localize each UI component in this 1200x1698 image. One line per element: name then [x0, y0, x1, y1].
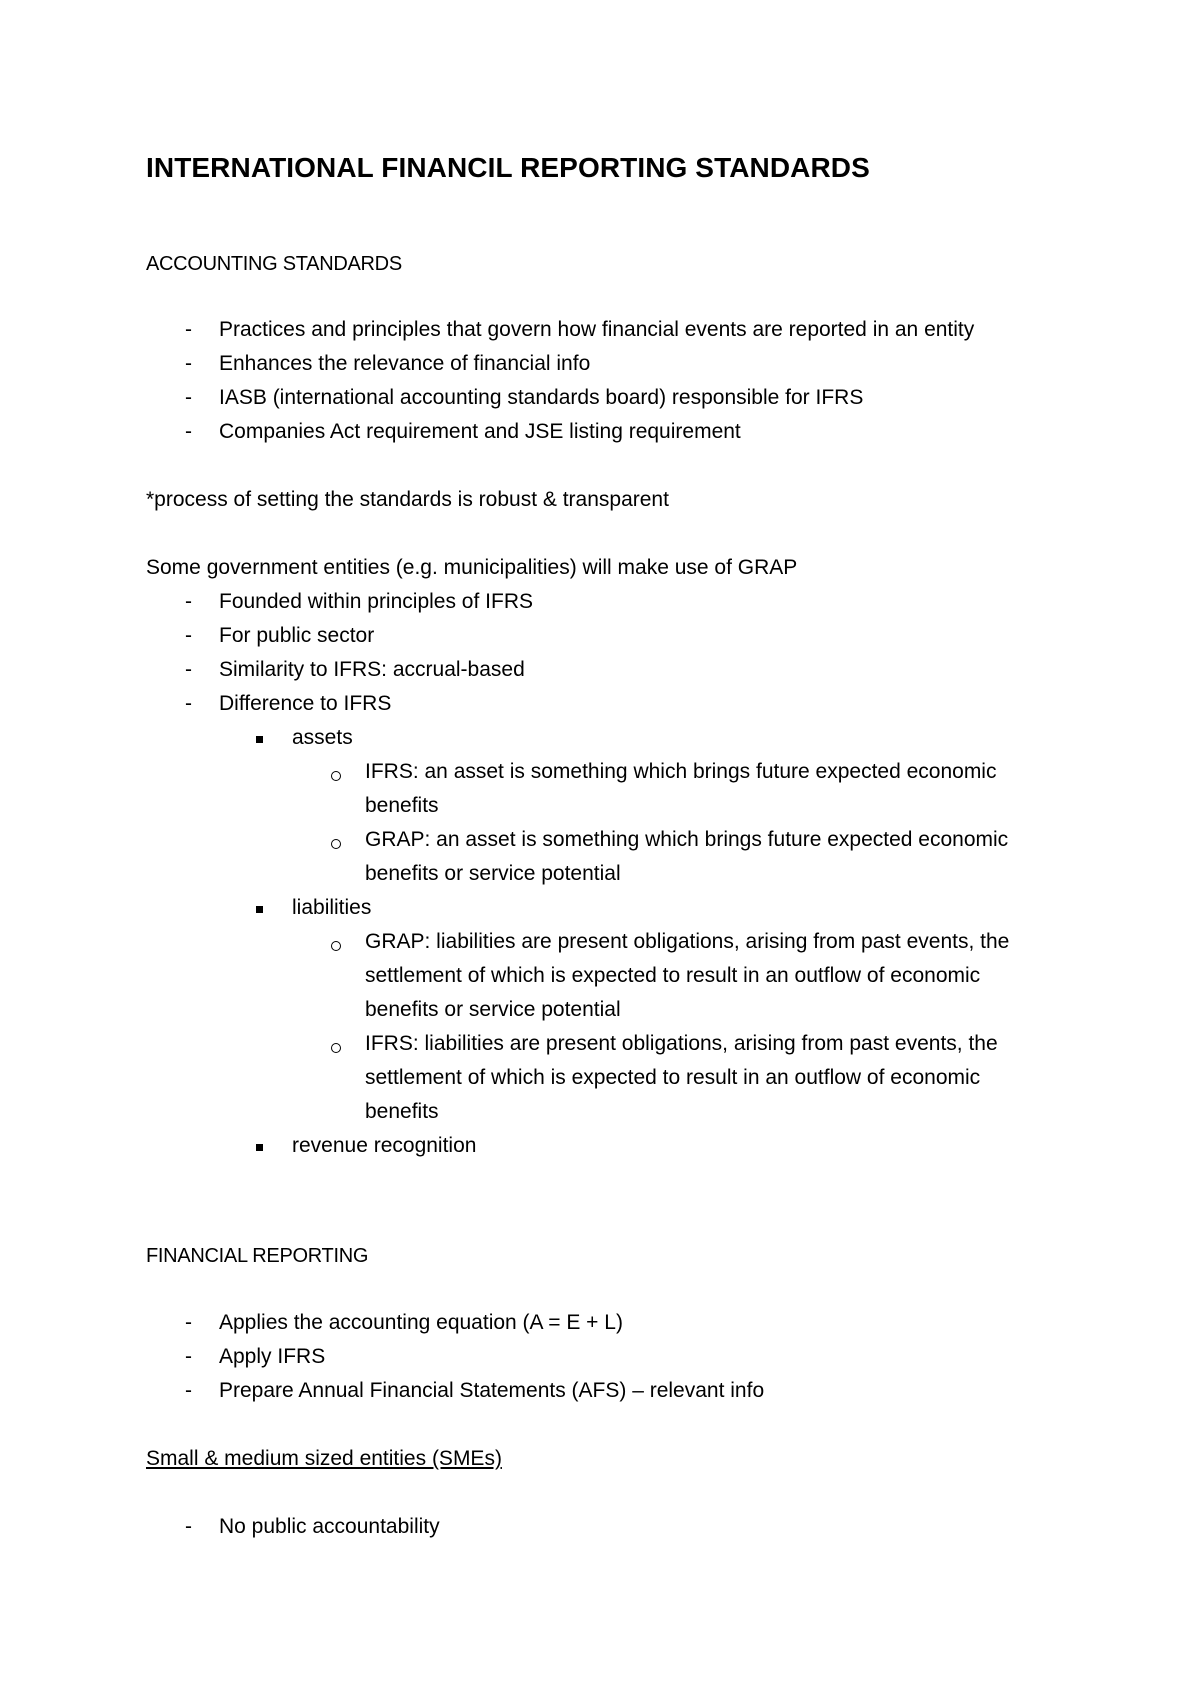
list-item: Similarity to IFRS: accrual-based	[219, 658, 525, 681]
list-item-line: GRAP: liabilities are present obligations, arising from past events, the	[365, 930, 1010, 953]
process-note: *process of setting the standards is robust & transparent	[146, 488, 669, 511]
dash-marker: -	[185, 352, 192, 375]
dash-marker: -	[185, 1515, 192, 1538]
list-item: Enhances the relevance of financial info	[219, 352, 591, 375]
list-item-line: settlement of which is expected to result in an outflow of economic	[365, 964, 981, 987]
difference-label-revenue: revenue recognition	[292, 1134, 477, 1157]
dash-marker: -	[185, 386, 192, 409]
list-item: Applies the accounting equation (A = E + L)	[219, 1311, 623, 1334]
list-item: Founded within principles of IFRS	[219, 590, 533, 613]
list-item-line: IFRS: an asset is something which brings future expected economic	[365, 760, 997, 783]
list-item: No public accountability	[219, 1515, 440, 1538]
list-item-line: settlement of which is expected to result in an outflow of economic	[365, 1066, 981, 1089]
circle-bullet-icon	[331, 1043, 341, 1053]
circle-bullet-icon	[331, 771, 341, 781]
dash-marker: -	[185, 420, 192, 443]
difference-label-assets: assets	[292, 726, 353, 749]
list-item: Prepare Annual Financial Statements (AFS) – relevant info	[219, 1379, 765, 1402]
list-item-line: GRAP: an asset is something which brings future expected economic	[365, 828, 1009, 851]
list-item: Difference to IFRS	[219, 692, 392, 715]
dash-marker: -	[185, 624, 192, 647]
list-item: Practices and principles that govern how financial events are reported in an entity	[219, 318, 975, 341]
list-item-line: benefits or service potential	[365, 862, 621, 885]
list-item-line: benefits	[365, 794, 439, 817]
section-heading-accounting-standards: ACCOUNTING STANDARDS	[146, 253, 402, 275]
section-heading-smes: Small & medium sized entities (SMEs)	[146, 1447, 502, 1470]
circle-bullet-icon	[331, 839, 341, 849]
section-heading-financial-reporting: FINANCIAL REPORTING	[146, 1245, 369, 1267]
list-item-line: benefits	[365, 1100, 439, 1123]
page-title: INTERNATIONAL FINANCIL REPORTING STANDARDS	[146, 152, 870, 183]
circle-bullet-icon	[331, 941, 341, 951]
dash-marker: -	[185, 692, 192, 715]
list-item: For public sector	[219, 624, 375, 647]
list-item-line: IFRS: liabilities are present obligations, arising from past events, the	[365, 1032, 998, 1055]
dash-marker: -	[185, 1311, 192, 1334]
square-bullet-icon	[256, 906, 263, 913]
dash-marker: -	[185, 1379, 192, 1402]
dash-marker: -	[185, 590, 192, 613]
list-item: Apply IFRS	[219, 1345, 326, 1368]
square-bullet-icon	[256, 736, 263, 743]
list-item: IASB (international accounting standards board) responsible for IFRS	[219, 386, 864, 409]
dash-marker: -	[185, 318, 192, 341]
list-item-line: benefits or service potential	[365, 998, 621, 1021]
difference-label-liabilities: liabilities	[292, 896, 372, 919]
grap-intro: Some government entities (e.g. municipalities) will make use of GRAP	[146, 556, 798, 579]
square-bullet-icon	[256, 1144, 263, 1151]
dash-marker: -	[185, 1345, 192, 1368]
dash-marker: -	[185, 658, 192, 681]
list-item: Companies Act requirement and JSE listing requirement	[219, 420, 741, 443]
